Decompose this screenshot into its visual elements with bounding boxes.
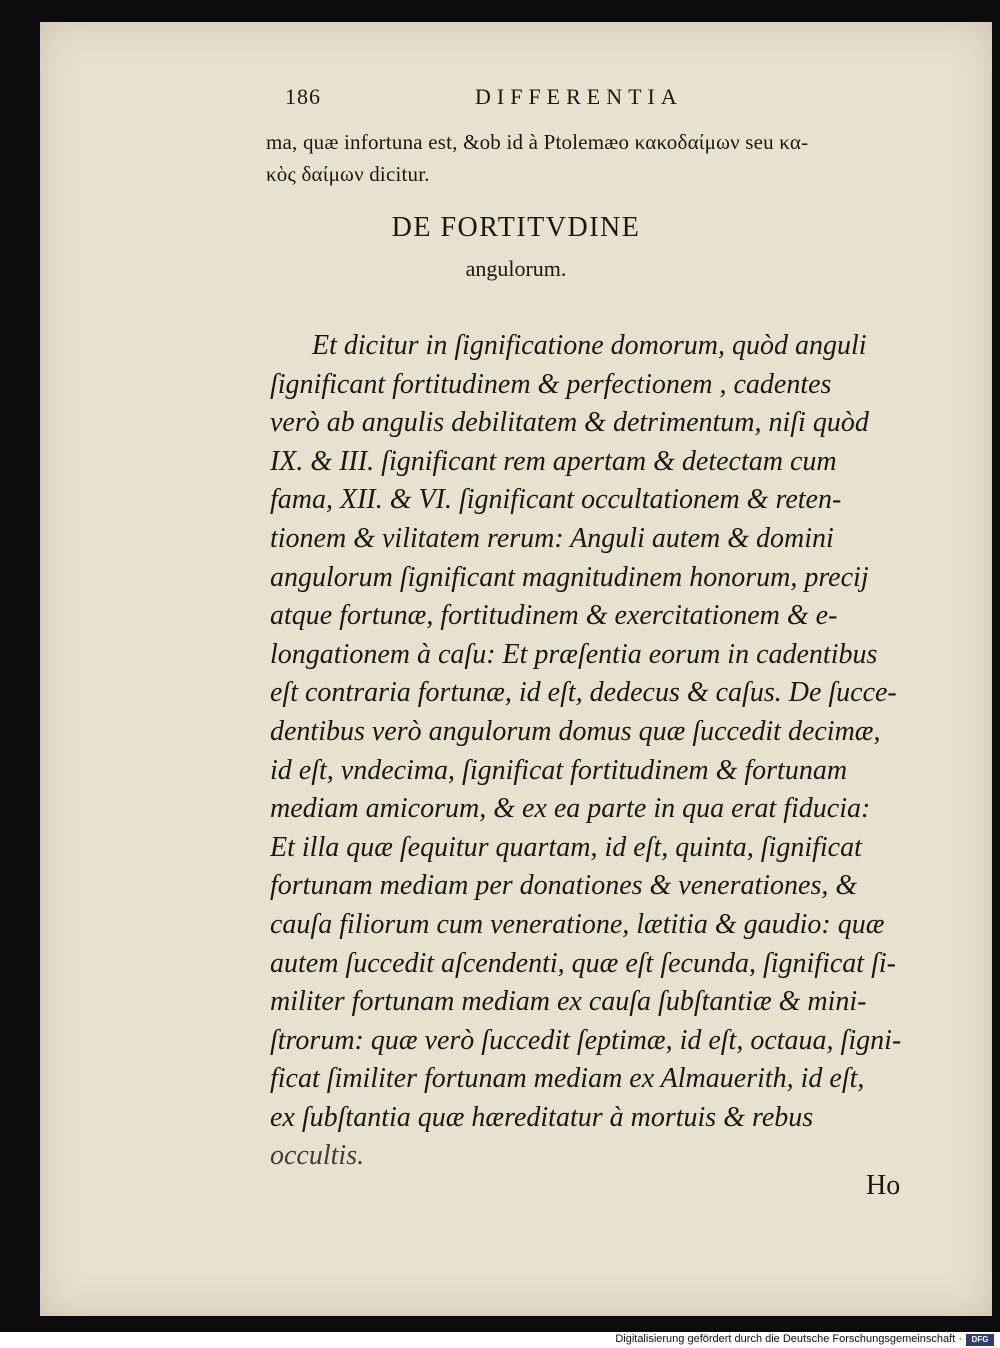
body-line: longationem à caſu: Et præſentia eorum in cadentibus bbox=[270, 638, 878, 670]
body-line: ex ſubſtantia quæ hæreditatur à mortuis & rebus bbox=[270, 1101, 814, 1133]
page-content bbox=[40, 22, 992, 1316]
body-line: IX. & III. ſignificant rem apertam & detectam cum bbox=[270, 445, 837, 477]
body-line: ſtrorum: quæ verò ſuccedit ſeptimæ, id eſt, octaua, ſigni- bbox=[270, 1024, 902, 1056]
body-line: id eſt, vndecima, ſignificat fortitudinem & fortunam bbox=[270, 754, 848, 786]
dfg-logo: DFG bbox=[966, 1334, 994, 1346]
body-line: angulorum ſignificant magnitudinem honorum, precij bbox=[270, 561, 869, 593]
body-line: ſignificant fortitudinem & perfectionem , cadentes bbox=[270, 368, 832, 400]
body-text bbox=[270, 327, 930, 1176]
footer-credit: Digitalisierung gefördert durch die Deutsche Forschungsgemeinschaft · bbox=[615, 1333, 962, 1345]
running-title: DIFFERENTIA bbox=[475, 84, 683, 109]
running-head bbox=[285, 84, 725, 114]
body-line: eſt contraria fortunæ, id eſt, dedecus & caſus. De ſucce- bbox=[270, 677, 897, 709]
page-number: 186 bbox=[285, 84, 321, 109]
carry-over-line: κὸς δαίμων dicitur. bbox=[266, 162, 430, 186]
body-line: dentibus verò angulorum domus quæ ſuccedit decimæ, bbox=[270, 715, 881, 747]
body-line: atque fortunæ, fortitudinem & exercitationem & e- bbox=[270, 600, 838, 632]
body-line: autem ſuccedit aſcendenti, quæ eſt ſecunda, ſignificat ſi- bbox=[270, 947, 896, 979]
book-page bbox=[40, 22, 992, 1316]
body-line: tionem & vilitatem rerum: Anguli autem & domini bbox=[270, 522, 834, 554]
body-line: fama, XII. & VI. ſignificant occultationem & reten- bbox=[270, 484, 842, 516]
body-line: mediam amicorum, & ex ea parte in qua erat fiducia: bbox=[270, 793, 871, 825]
body-line: verò ab angulis debilitatem & detrimentum, niſi quòd bbox=[270, 407, 869, 439]
digitization-footer bbox=[0, 1332, 1000, 1348]
section-heading: DE FORTITVDINE bbox=[391, 212, 641, 243]
section-subheading: angulorum. bbox=[465, 256, 567, 281]
body-line: ficat ſimiliter fortunam mediam ex Almauerith, id eſt, bbox=[270, 1063, 865, 1095]
body-line: occultis. bbox=[270, 1140, 365, 1172]
catchword: Ho bbox=[866, 1170, 901, 1201]
body-line: Et dicitur in ſignificatione domorum, quòd anguli bbox=[312, 330, 867, 361]
body-line: militer fortunam mediam ex cauſa ſubſtantiæ & mini- bbox=[270, 986, 867, 1018]
body-line: cauſa filiorum cum veneratione, lætitia & gaudio: quæ bbox=[270, 908, 885, 940]
body-line: Et illa quæ ſequitur quartam, id eſt, quinta, ſignificat bbox=[270, 831, 862, 863]
body-line: fortunam mediam per donationes & venerationes, & bbox=[270, 870, 858, 902]
carry-over-line: ma, quæ infortuna est, &ob id à Ptolemæo κακοδαίμων seu κα- bbox=[266, 130, 809, 154]
